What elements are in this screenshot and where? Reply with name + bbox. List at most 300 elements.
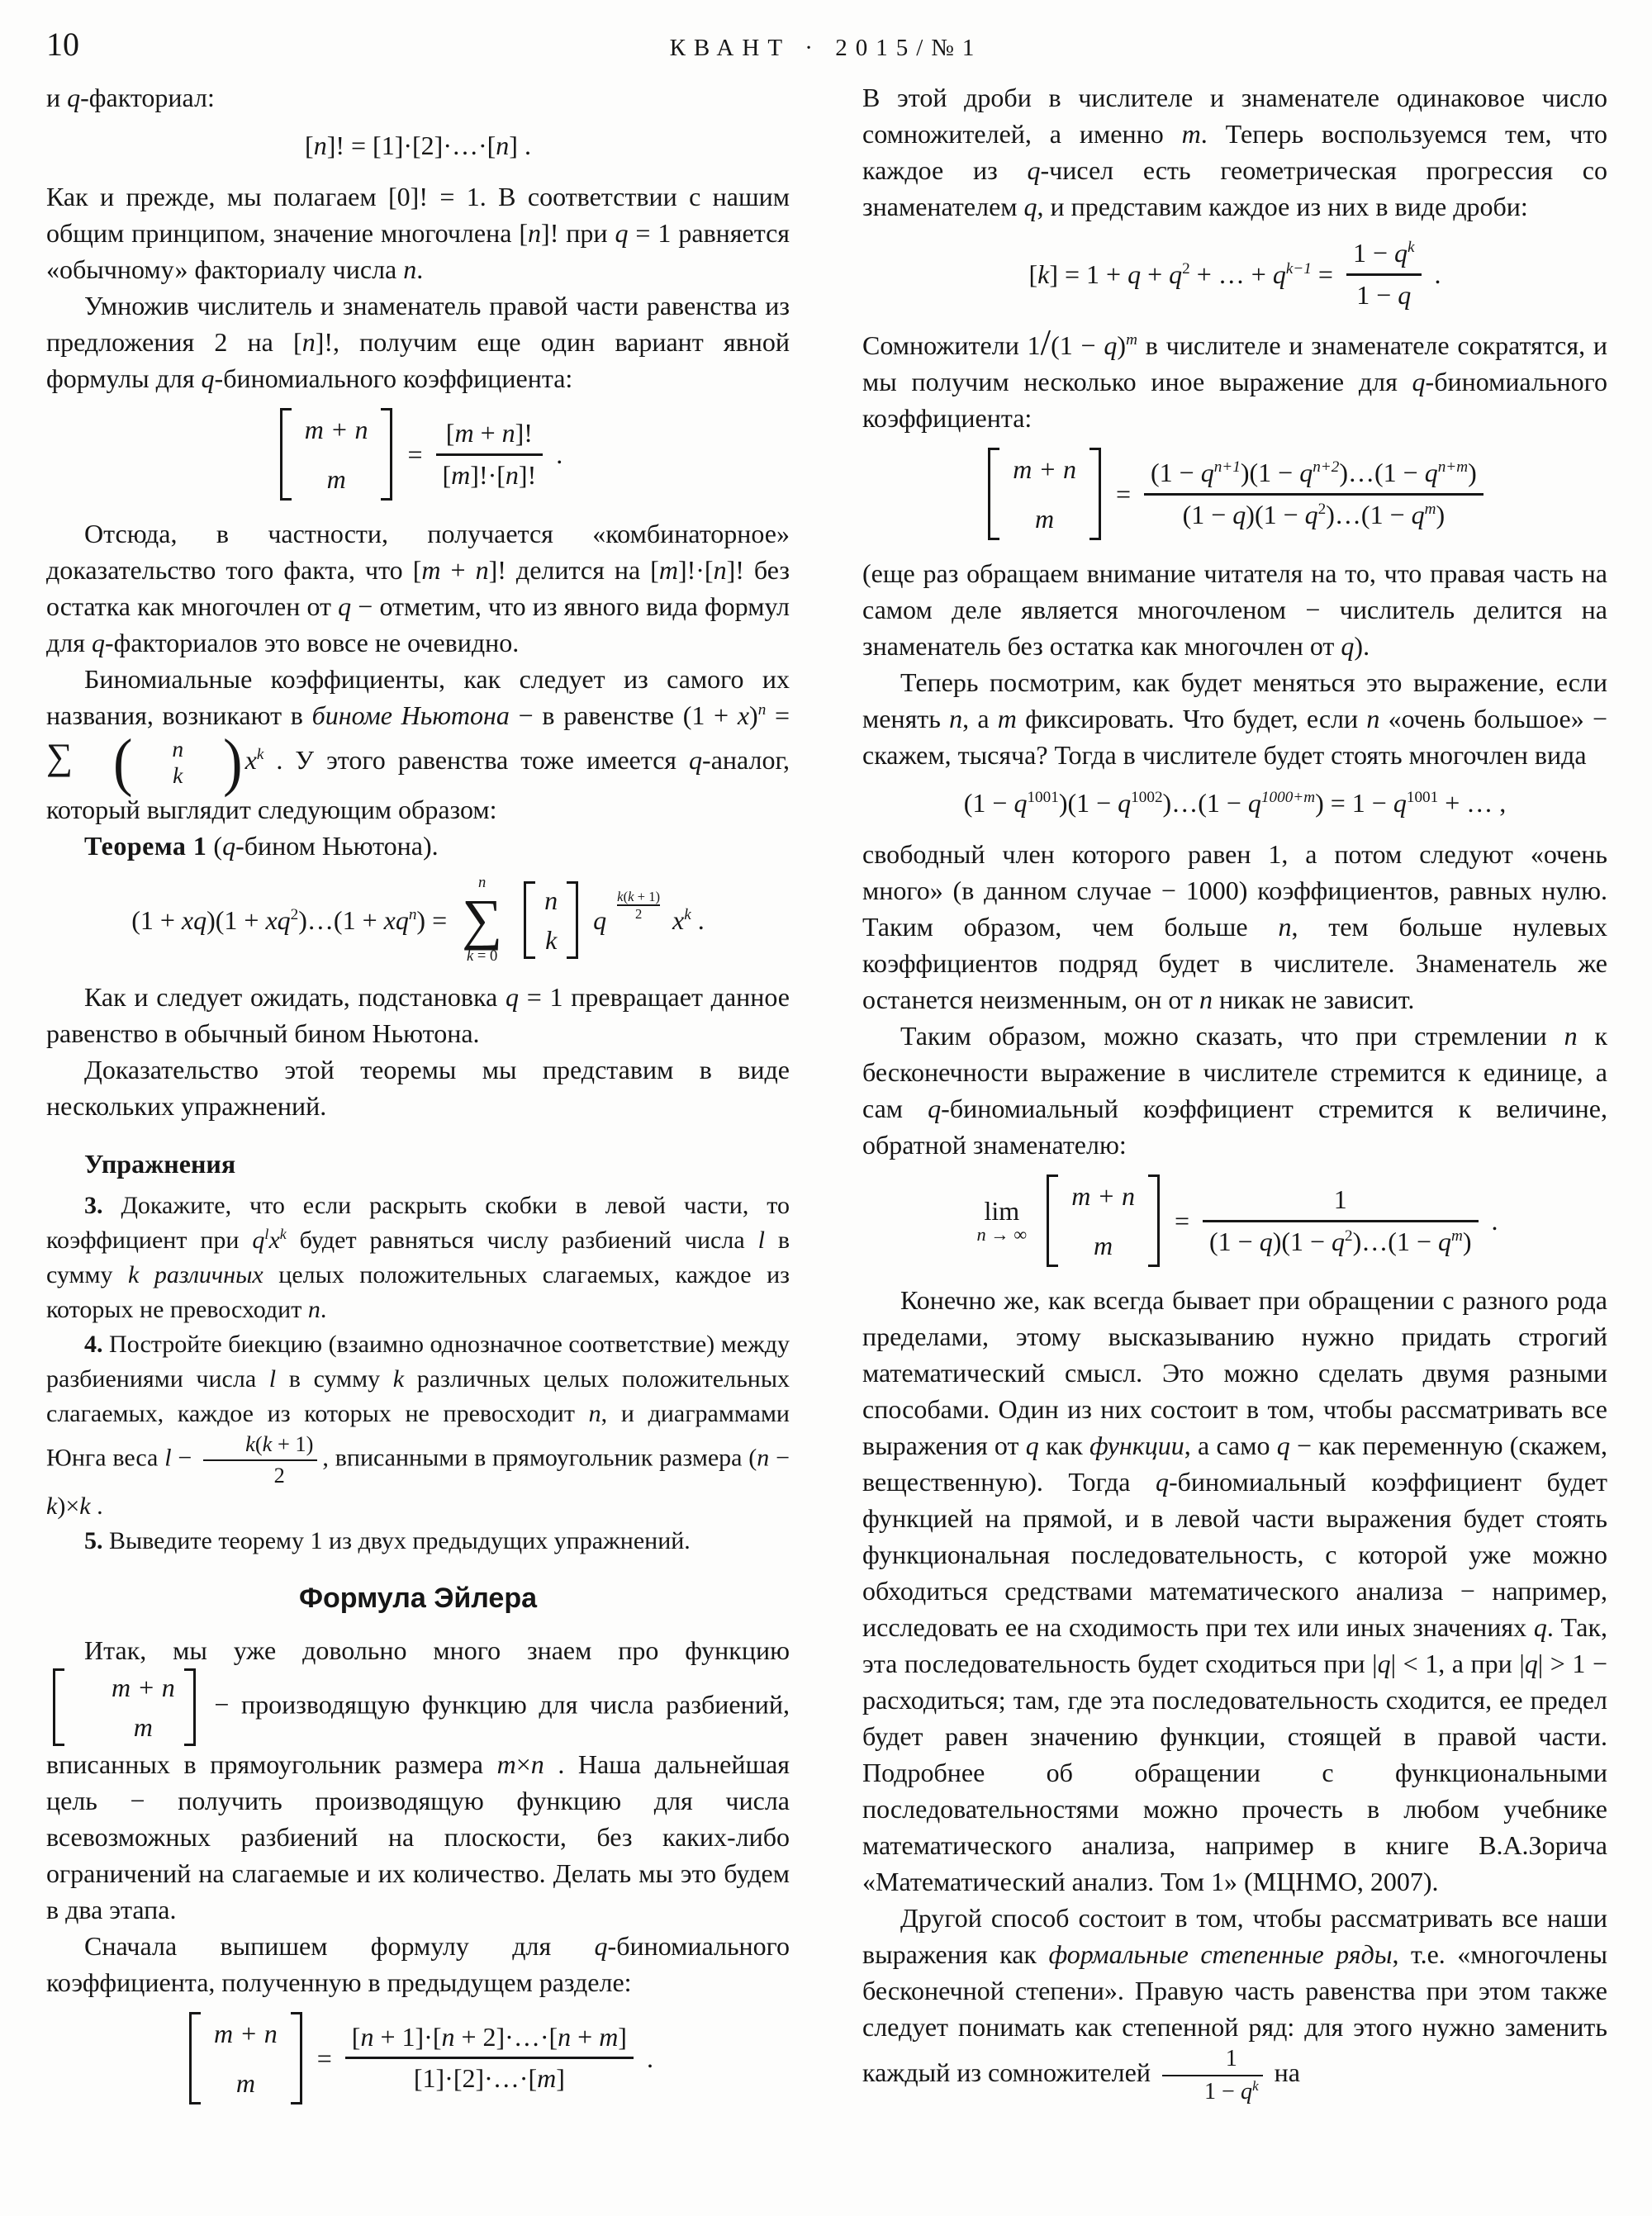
fraction-bar: [203, 1459, 317, 1461]
text-run: Конечно же, как всегда бывает при обращении с разного рода пределами, этому высказыванию нужно придать строгий математический смысл. Это можно сделать двумя разными способами. Один из них состоит в том, чтобы рассматривать все выражения от: [862, 1285, 1607, 1461]
text-run: , вписанными в прямоугольник размера (: [322, 1445, 757, 1473]
text-run: 1: [1225, 2046, 1237, 2072]
text-run: , т.е. «многочлены бесконечной степени». Правую часть равенства при этом также следует понимать как степенной ряд: для этого нужно заменить каждый из сомножителей: [862, 1939, 1608, 2088]
text-run: + 1): [272, 1431, 314, 1457]
left-bracket: [280, 408, 292, 501]
text-run: ×: [515, 1749, 531, 1779]
text-run: +: [571, 2021, 600, 2052]
text-run: ]!: [518, 459, 537, 490]
text-run: q: [1299, 458, 1313, 488]
text-run: , а: [962, 704, 998, 734]
text-run: . Так, эта последовательность будет сходиться при |: [862, 1612, 1608, 1679]
text-run: 2: [1317, 500, 1327, 518]
text-run: n: [475, 555, 489, 585]
text-run: k: [245, 1431, 255, 1457]
text-run: q: [594, 1930, 608, 1961]
text-run: 1 −: [1203, 2078, 1241, 2104]
text-run: никак не зависит.: [1212, 985, 1415, 1015]
text-run: , и диаграммами Юнга веса: [46, 1400, 790, 1473]
text-run: x: [268, 1227, 280, 1255]
text-run: )…(1 −: [1326, 499, 1412, 529]
exercise-5: [46, 1524, 790, 1559]
text-run: -биномиального коэффициента:: [862, 367, 1607, 434]
fraction-bar: [1162, 2075, 1263, 2076]
text-run: x: [737, 700, 750, 730]
text-run: 4.: [84, 1331, 103, 1359]
para-multiply: [46, 287, 790, 396]
text-run: q: [1524, 1649, 1538, 1679]
text-run: различных целых положительных слагаемых, каждое из которых не превосходит: [46, 1365, 790, 1428]
left-bracket: [53, 1668, 64, 1746]
text-run: функции: [1089, 1431, 1184, 1461]
sum-lower-limit: [467, 949, 497, 965]
text-run: k: [1037, 259, 1050, 290]
text-run: k: [1407, 239, 1415, 257]
q-binomial-bracket: [1047, 1174, 1160, 1267]
inline-fraction: [203, 1431, 317, 1488]
text-run: = 0: [473, 947, 498, 965]
text-run: q: [1398, 279, 1412, 310]
text-run: Как и прежде, мы полагаем [0]! = 1. В соответствии с нашим общим принципом, значение многочлена [: [46, 182, 790, 248]
text-run: q: [1272, 259, 1286, 290]
text-run: )…(1 +: [298, 904, 384, 935]
left-column: [46, 79, 790, 2119]
inline-fraction: [1162, 2045, 1263, 2106]
text-run: фиксировать. Что будет, если: [1016, 704, 1367, 734]
section-heading-euler-formula: Формула Эйлера: [298, 1582, 538, 1614]
text-run: ): [1117, 330, 1127, 361]
left-paren: (: [112, 726, 133, 799]
right-bracket: [291, 2012, 302, 2104]
text-run: q: [1533, 1612, 1547, 1643]
text-run: + 1]·[: [373, 2021, 442, 2052]
text-run: )(1 −: [1240, 458, 1300, 488]
text-run: q: [1259, 1226, 1273, 1256]
fraction-bar: [1203, 1220, 1479, 1222]
text-run: n: [441, 2021, 455, 2052]
text-run: l: [268, 1365, 277, 1393]
text-run: k: [79, 1492, 91, 1520]
binom-top: m + n: [214, 2018, 278, 2048]
text-run: q: [1276, 1431, 1290, 1461]
text-run: q: [1424, 458, 1438, 488]
text-run: будет равняться числу разбиений числа: [286, 1227, 758, 1255]
text-run: +: [473, 417, 502, 448]
text-run: В этой дроби в числителе и знаменателе одинаковое число сомножителей, а именно: [862, 83, 1607, 149]
text-run: (еще раз обращаем внимание читателя на то, что правая часть на самом деле является многочленом − числитель делится на знаменатель без остатка как многочлен от: [862, 558, 1607, 662]
text-run: + … +: [1189, 259, 1273, 290]
text-run: | < 1, а при |: [1390, 1649, 1525, 1679]
exercise-3: [46, 1189, 790, 1327]
text-run: -факториал:: [80, 83, 215, 112]
text-run: -биномиальный коэффициент будет функцией на прямой, и в левой части выражения будет стоять функциональная последовательность, с которой уже можно обходиться средствами математического анализа − например, исследовать ее на сходимость при тех или иных значениях: [862, 1467, 1608, 1643]
q-binomial-bracket: [280, 408, 393, 501]
text-run: n: [360, 2021, 374, 2052]
text-run: m: [1181, 119, 1201, 149]
text-run: q: [928, 1094, 942, 1124]
text-run: Другой способ состоит в том, чтобы рассматривать все наши выражения как: [862, 1903, 1607, 1970]
exercise-4: [46, 1327, 790, 1523]
fraction-denominator: [436, 458, 544, 493]
text-run: m: [421, 555, 441, 585]
left-bracket: [1047, 1174, 1058, 1267]
text-run: Умножив числитель и знаменатель правой части равенства из предложения 2 на [: [46, 291, 790, 357]
text-run: Таким образом, можно сказать, что при стремлении: [900, 1021, 1564, 1051]
text-run: свободный член которого равен 1, а потом следуют «очень много» (в данном случае − 1000) коэффициентов, равных нулю. Таким образом, чем больше: [862, 839, 1607, 942]
text-run: ): [1468, 458, 1477, 488]
text-run: 1: [1333, 1184, 1347, 1215]
text-run: m: [997, 704, 1017, 734]
text-run: n: [313, 130, 327, 160]
text-run: n: [757, 1445, 770, 1473]
para-substitution: [46, 979, 790, 1051]
fraction-denominator: 2: [273, 1463, 285, 1488]
text-run: [: [1028, 259, 1038, 290]
text-run: k: [256, 745, 264, 763]
text-run: ) = 1 −: [1315, 788, 1393, 819]
text-run: [1]·[2]·…·[: [413, 2063, 538, 2094]
text-run: n+1: [1213, 458, 1241, 477]
binom-bottom: m: [235, 2067, 255, 2098]
x-power-k: [672, 902, 705, 938]
text-run: q: [1232, 499, 1246, 529]
text-run: n: [1278, 912, 1292, 942]
text-run: m: [599, 2021, 619, 2052]
right-bracket: [1089, 448, 1101, 540]
q-binomial-bracket: [988, 448, 1101, 540]
para-euler-intro: [46, 1632, 790, 1928]
text-run: n: [757, 701, 767, 719]
text-run: (: [206, 831, 223, 861]
text-run: q: [1332, 1226, 1346, 1256]
right-bracket: [1148, 1174, 1160, 1267]
text-run: в сумму: [46, 1227, 790, 1289]
text-run: m: [451, 459, 471, 490]
text-run: m: [658, 555, 678, 585]
text-run: (1 −: [1051, 330, 1104, 361]
text-run: k: [392, 1365, 405, 1393]
text-run: n: [408, 906, 417, 924]
text-run: = 1 равняется «обычному» факториалу числа: [46, 218, 790, 284]
text-run: xq: [181, 904, 207, 935]
text-run: различных: [154, 1261, 263, 1289]
text-run: q: [1304, 499, 1318, 529]
text-run: ] = 1 +: [1049, 259, 1128, 290]
text-run: ]! без остатка как многочлен от: [46, 555, 790, 621]
formula-period: .: [1491, 1206, 1498, 1236]
para-binomial-newton: [46, 661, 790, 828]
fraction-bar: [1144, 493, 1483, 496]
text-run: q: [1393, 788, 1407, 819]
text-run: xq: [383, 904, 409, 935]
text-run: q: [1240, 2078, 1253, 2104]
text-run: 1: [1027, 330, 1041, 361]
fraction-numerator: [1346, 236, 1422, 271]
text-run: + 2]·…·[: [454, 2021, 558, 2052]
fraction-numerator: [1184, 2045, 1241, 2073]
binom-top: m + n: [1071, 1181, 1135, 1212]
text-run: ): [1436, 499, 1446, 529]
text-run: +: [1141, 259, 1170, 290]
para-q-factorial-lead: [46, 79, 790, 116]
formula-period: .: [1434, 259, 1441, 290]
text-run: q: [1341, 631, 1355, 662]
fraction-denominator: [1203, 1225, 1479, 1260]
para-as-before: [46, 178, 790, 287]
text-run: k: [684, 906, 691, 924]
para-formal-series: [862, 1900, 1607, 2106]
text-run: k: [628, 889, 634, 905]
fraction-bar: [1346, 273, 1422, 276]
text-run: n: [1564, 1021, 1578, 1051]
fraction-numerator: [1327, 1183, 1354, 1217]
sum-upper-limit: n: [478, 874, 487, 892]
text-run: q: [1023, 192, 1037, 221]
text-run: n: [976, 1224, 986, 1246]
text-run: )…(1 −: [1162, 788, 1248, 819]
text-run: n: [307, 1296, 320, 1324]
text-run: −: [171, 1445, 199, 1473]
text-run: k: [617, 889, 624, 905]
text-run: − в равенстве: [509, 700, 683, 730]
paren-binom: [75, 726, 243, 799]
fraction: [1144, 456, 1483, 532]
text-run: Теорема 1: [84, 831, 207, 861]
text-run: m: [537, 2063, 557, 2094]
text-run: k: [279, 1226, 287, 1243]
equals-sign: =: [316, 2043, 332, 2073]
sum-operator: [462, 875, 502, 964]
text-run: ) =: [416, 904, 448, 935]
text-run: + 1): [634, 889, 661, 905]
exponent-numerator: [617, 889, 660, 904]
text-run: -чисел есть геометрическая прогрессия со знаменателем: [862, 155, 1608, 221]
text-run: (: [623, 889, 629, 905]
text-run: [: [445, 417, 455, 448]
text-run: − отметим, что из явного вида формул для: [46, 591, 790, 657]
text-run: q: [1118, 788, 1132, 819]
para-factors-cancel: [862, 321, 1608, 436]
text-run: 1 −: [1352, 238, 1394, 268]
text-run: q: [1377, 1649, 1391, 1679]
text-run: q: [1104, 330, 1118, 361]
text-run: к бесконечности выражение в числителе стремится к единице, а сам: [862, 1021, 1608, 1124]
text-run: k: [128, 1261, 140, 1289]
text-run: [139, 1261, 154, 1288]
text-run: q: [1412, 367, 1426, 397]
formula-lhs: [1028, 256, 1332, 292]
text-run: ∑: [46, 735, 73, 777]
binom-top: n: [544, 885, 558, 915]
text-run: Отсюда, в частности, получается «комбинаторное» доказательство того факта, что [: [46, 519, 790, 585]
lim-label: lim: [984, 1195, 1020, 1226]
text-run: Теперь посмотрим, как будет меняться это выражение, если менять: [862, 667, 1607, 734]
text-run: q: [201, 363, 215, 393]
text-run: как: [1038, 1431, 1090, 1461]
text-run: l: [757, 1227, 765, 1255]
text-run: .: [691, 904, 705, 935]
text-run: целых положительных слагаемых, каждое из которых не превосходит: [46, 1261, 790, 1324]
fraction: [1346, 236, 1422, 312]
text-before-binom: [84, 1635, 790, 1665]
journal-header-title: КВАНТ · 2015/№1: [669, 35, 983, 61]
sigma-icon: ∑: [462, 887, 503, 951]
text-run: 2: [1182, 260, 1190, 278]
text-run: +: [440, 555, 476, 585]
text-run: | > 1 − расходиться; там, где эта последовательность сходится, ее предел будет равен значению функции, стоящей в правой части. Подробнее об обращении с функциональными последовательностями можно прочесть в любом учебнике математического анализа, например в книге В.А.Зорича «Математический анализ. Том 1» (МЦНМО, 2007).: [862, 1649, 1608, 1897]
formula-q-factorial: [46, 127, 790, 164]
formula-text: [305, 127, 531, 164]
formula-qbinom-q-products: [862, 448, 1607, 540]
text-run: n+2: [1313, 458, 1340, 477]
limit-subscript: [976, 1225, 1027, 1245]
fraction-bar: [345, 2057, 634, 2059]
text-run: m: [1451, 1227, 1463, 1245]
formula-q-number-gp: [862, 236, 1607, 312]
binom-top: m + n: [1013, 454, 1076, 485]
text-run: x: [244, 744, 257, 775]
text-run: Выведите теорему 1 из двух предыдущих упражнений.: [102, 1526, 691, 1554]
para-proof-note: [46, 1051, 790, 1124]
text-run: ]! делится на [: [488, 555, 659, 585]
right-bracket: [381, 408, 392, 501]
text-run: n: [496, 130, 510, 160]
text-run: q: [1411, 499, 1425, 529]
text-run: )(1 +: [206, 904, 266, 935]
fraction-numerator: [203, 1431, 317, 1458]
text-run: )×: [57, 1492, 80, 1520]
text-run: q: [1155, 1467, 1169, 1497]
text-run: ): [749, 700, 758, 730]
text-run: -бином Ньютона).: [235, 831, 439, 861]
text-run: (: [254, 1431, 263, 1457]
text-run: ]!: [515, 417, 533, 448]
text-run: .: [90, 1492, 103, 1520]
para-first-write: [46, 1928, 790, 2000]
text-run: q: [1247, 788, 1261, 819]
text-run: m: [454, 417, 474, 448]
text-run: 1001: [1406, 789, 1439, 807]
formula-qbinom-factorials: [46, 408, 790, 501]
text-run: n: [403, 254, 417, 284]
text-run: k−1: [1285, 260, 1312, 278]
text-run: Доказательство этой теоремы мы представим в виде нескольких упражнений.: [46, 1055, 790, 1122]
text-run: q: [1127, 259, 1142, 290]
left-bracket: [524, 881, 535, 959]
text-run: , а само: [1184, 1431, 1277, 1461]
text-run: .: [320, 1296, 327, 1324]
q-binomial-bracket: [189, 2012, 302, 2104]
text-run: ): [1462, 1226, 1472, 1256]
text-run: n: [1366, 704, 1380, 734]
q-base: q: [593, 904, 607, 935]
text-run: n+m: [1437, 458, 1469, 477]
text-run: xq: [265, 904, 291, 935]
text-run: на: [1267, 2057, 1300, 2088]
text-run: )…(1 −: [1339, 458, 1425, 488]
text-run: 1 −: [1356, 279, 1398, 310]
exponent-denominator: 2: [617, 904, 660, 922]
binom-bottom: m: [1094, 1231, 1113, 1261]
text-run: −: [769, 1445, 790, 1473]
text-run: q: [222, 831, 236, 861]
text-run: x: [672, 904, 685, 935]
text-run: → ∞: [985, 1224, 1028, 1246]
text-run: -биномиального коэффициента:: [214, 363, 573, 393]
formula-period: .: [556, 439, 563, 469]
text-run: 2: [290, 906, 299, 924]
fraction-bar: [436, 453, 544, 456]
para-free-term: [862, 836, 1607, 1018]
text-run: и: [46, 83, 68, 112]
right-column: [862, 79, 1607, 2106]
fraction-numerator: [1144, 456, 1483, 491]
text-run: формальные степенные ряды: [1048, 1939, 1393, 1970]
text-run: ]!, получим еще один вариант явной формулы для: [46, 327, 790, 393]
text-run: n: [558, 2021, 572, 2052]
text-run: )(1 −: [1272, 1226, 1332, 1256]
text-run: биноме Ньютона: [311, 700, 510, 730]
text-run: m: [1424, 500, 1436, 518]
text-run: Биномиальные коэффициенты, как следует из самого их названия, возникают в: [46, 664, 790, 730]
limit-operator: [976, 1195, 1028, 1246]
text-run: 5.: [84, 1526, 103, 1554]
exercises-block: [46, 1189, 790, 1558]
formula-lhs: [131, 902, 447, 938]
text-run: =: [1311, 259, 1333, 290]
text-run: k: [46, 1492, 58, 1520]
text-run: Сначала выпишем формулу для: [84, 1930, 595, 1961]
para-now-look: [862, 664, 1607, 773]
binom-top: m + n: [112, 1672, 175, 1702]
text-run: . У этого равенства тоже имеется: [263, 744, 690, 775]
text-run: (1 −: [963, 788, 1014, 819]
text-run: m: [496, 1749, 516, 1779]
binom-top: n: [172, 735, 184, 762]
text-after-fraction: [1268, 2057, 1300, 2087]
q-binomial-bracket: [524, 881, 578, 959]
binom-bottom: m: [326, 464, 346, 494]
text-run: ]!·[: [677, 555, 714, 585]
text-run: q: [689, 744, 703, 775]
text-run: q: [91, 628, 105, 657]
text-run: =: [766, 700, 790, 730]
formula-limit: [862, 1174, 1607, 1267]
text-run: [: [442, 459, 452, 490]
text-run: q: [252, 1227, 265, 1255]
fraction: [345, 2020, 634, 2096]
text-run: ]: [618, 2021, 627, 2052]
text-run: -биномиальный коэффициент стремится к величине, обратной знаменателю:: [862, 1094, 1608, 1160]
binom-bottom: m: [133, 1711, 153, 1742]
binom-bottom: k: [545, 924, 558, 955]
para-fraction-factors: [862, 79, 1607, 225]
text-run: -факториалов это вовсе не очевидно.: [104, 628, 520, 657]
text-run: 3.: [84, 1192, 103, 1220]
text-run: [: [305, 130, 314, 160]
text-run: n: [1199, 985, 1213, 1015]
text-run: n: [588, 1400, 601, 1428]
text-run: Итак, мы уже довольно много знаем про функцию: [84, 1635, 790, 1665]
text-run: ]!·[: [470, 459, 506, 490]
text-run: n: [713, 555, 727, 585]
fraction-denominator: [1350, 278, 1417, 313]
text-run: Сомножители: [862, 330, 1028, 361]
text-run: = 1 превращает данное равенство в обычный бином Ньютона.: [46, 982, 790, 1049]
theorem-1-heading: [46, 828, 790, 864]
para-rigorous-sense: [862, 1282, 1607, 1900]
text-run: Постройте биекцию (взаимно однозначное соответствие) между разбиениями числа: [46, 1331, 790, 1393]
